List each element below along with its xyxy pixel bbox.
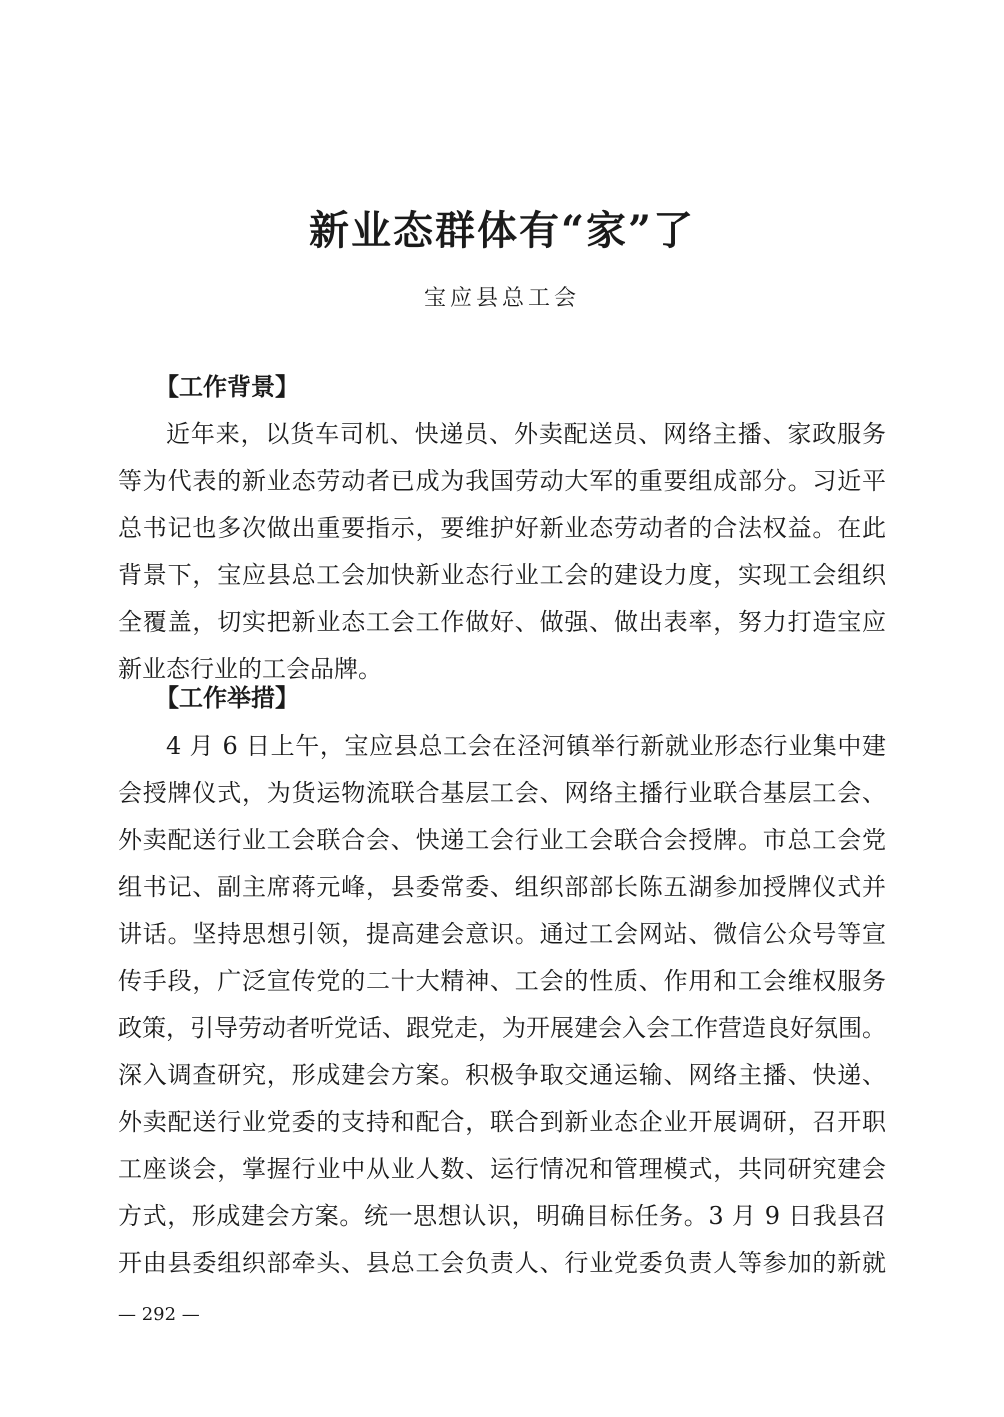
paragraph-line: 政策，引导劳动者听党话、跟党走，为开展建会入会工作营造良好氛围。 [118, 1014, 886, 1042]
paragraph-line: 外卖配送行业工会联合会、快递工会行业工会联合会授牌。市总工会党 [118, 826, 886, 854]
paragraph-line: 等为代表的新业态劳动者已成为我国劳动大军的重要组成部分。习近平 [118, 467, 886, 495]
paragraph-line: 新业态行业的工会品牌。 [118, 655, 382, 683]
page-number: — 292 — [118, 1304, 200, 1325]
section-heading-measures: 【工作举措】 [155, 684, 299, 712]
paragraph-line: 全覆盖，切实把新业态工会工作做好、做强、做出表率，努力打造宝应 [118, 608, 886, 636]
paragraph-line: 会授牌仪式，为货运物流联合基层工会、网络主播行业联合基层工会、 [118, 779, 886, 807]
paragraph-line: 外卖配送行业党委的支持和配合，联合到新业态企业开展调研，召开职 [118, 1108, 886, 1136]
paragraph-line: 近年来，以货车司机、快递员、外卖配送员、网络主播、家政服务 [166, 420, 886, 448]
paragraph-line: 深入调查研究，形成建会方案。积极争取交通运输、网络主播、快递、 [118, 1061, 886, 1089]
paragraph-line: 工座谈会，掌握行业中从业人数、运行情况和管理模式，共同研究建会 [118, 1155, 886, 1183]
paragraph-line: 传手段，广泛宣传党的二十大精神、工会的性质、作用和工会维权服务 [118, 967, 886, 995]
paragraph-line: 背景下，宝应县总工会加快新业态行业工会的建设力度，实现工会组织 [118, 561, 886, 589]
page-author: 宝应县总工会 [423, 286, 580, 311]
page-title: 新业态群体有“家”了 [308, 207, 695, 254]
paragraph-line: 方式，形成建会方案。统一思想认识，明确目标任务。3 月 9 日我县召 [118, 1202, 886, 1230]
paragraph-line: 讲话。坚持思想引领，提高建会意识。通过工会网站、微信公众号等宣 [118, 920, 886, 948]
paragraph-line: 总书记也多次做出重要指示，要维护好新业态劳动者的合法权益。在此 [118, 514, 886, 542]
paragraph-line: 组书记、副主席蒋元峰，县委常委、组织部部长陈五湖参加授牌仪式并 [118, 873, 886, 901]
section-heading-background: 【工作背景】 [155, 373, 299, 401]
paragraph-line: 4 月 6 日上午，宝应县总工会在泾河镇举行新就业形态行业集中建 [166, 732, 886, 760]
paragraph-line: 开由县委组织部牵头、县总工会负责人、行业党委负责人等参加的新就 [118, 1249, 886, 1277]
